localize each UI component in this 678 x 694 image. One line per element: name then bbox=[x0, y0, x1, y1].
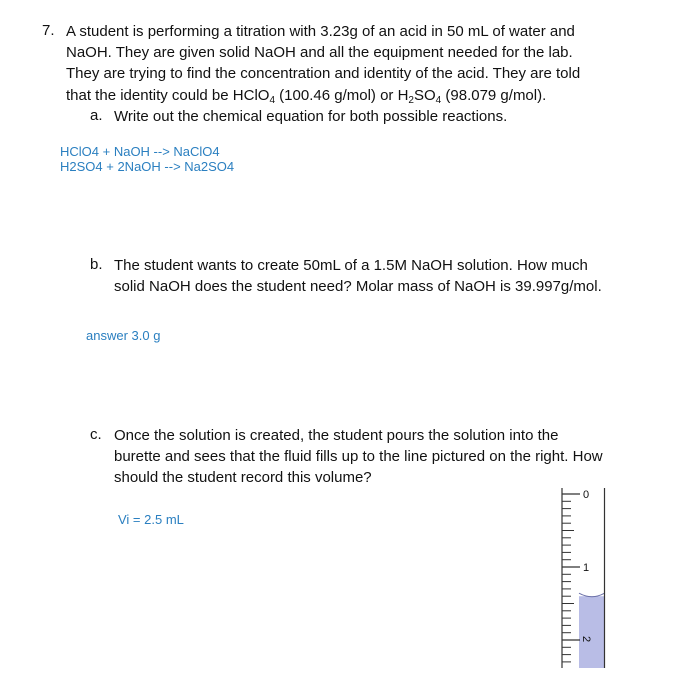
part-a-answer-1: HClO4 + NaOH --> NaClO4 bbox=[60, 144, 220, 159]
line4-post: (98.079 g/mol). bbox=[441, 87, 547, 104]
line4-pre: that the identity could be HClO bbox=[66, 87, 270, 104]
part-a-label: a. bbox=[90, 107, 103, 124]
part-c-line-1: Once the solution is created, the student pours the solution into the bbox=[114, 427, 559, 444]
line4-mid2: SO bbox=[413, 87, 436, 104]
question-number: 7. bbox=[42, 22, 55, 39]
burette-diagram bbox=[556, 484, 616, 668]
line4-sub3: 4 bbox=[435, 95, 442, 106]
part-a-answer-2: H2SO4 + 2NaOH --> Na2SO4 bbox=[60, 159, 235, 174]
line4-sub1: 4 bbox=[269, 95, 276, 106]
part-c-answer: Vi = 2.5 mL bbox=[118, 512, 184, 527]
burette-liquid bbox=[579, 596, 605, 668]
burette-label-1: 1 bbox=[583, 562, 590, 574]
question-line-2: NaOH. They are given solid NaOH and all the equipment needed for the lab. bbox=[66, 44, 573, 61]
part-c-line-3: should the student record this volume? bbox=[114, 469, 372, 486]
line4-mid1: (100.46 g/mol) or H bbox=[275, 87, 409, 104]
question-line-3: They are trying to find the concentration and identity of the acid. They are told bbox=[66, 65, 581, 82]
part-c-line-2: burette and sees that the fluid fills up to the line pictured on the right. How bbox=[114, 448, 603, 465]
part-c-label: c. bbox=[90, 426, 102, 443]
part-b-answer: answer 3.0 g bbox=[86, 328, 161, 343]
part-b-line-2: solid NaOH does the student need? Molar mass of NaOH is 39.997g/mol. bbox=[114, 278, 602, 295]
part-a-text: Write out the chemical equation for both possible reactions. bbox=[114, 108, 508, 125]
burette-label-2: 2 bbox=[580, 636, 592, 643]
part-b-line-1: The student wants to create 50mL of a 1.5M NaOH solution. How much bbox=[114, 257, 588, 274]
question-line-4 bbox=[66, 86, 546, 106]
burette-meniscus bbox=[579, 593, 605, 597]
burette-ticks bbox=[562, 494, 580, 662]
burette-label-0: 0 bbox=[583, 489, 590, 501]
line4-sub2: 2 bbox=[408, 95, 414, 106]
question-line-1: A student is performing a titration with 3.23g of an acid in 50 mL of water and bbox=[66, 23, 575, 40]
part-b-label: b. bbox=[90, 256, 103, 273]
